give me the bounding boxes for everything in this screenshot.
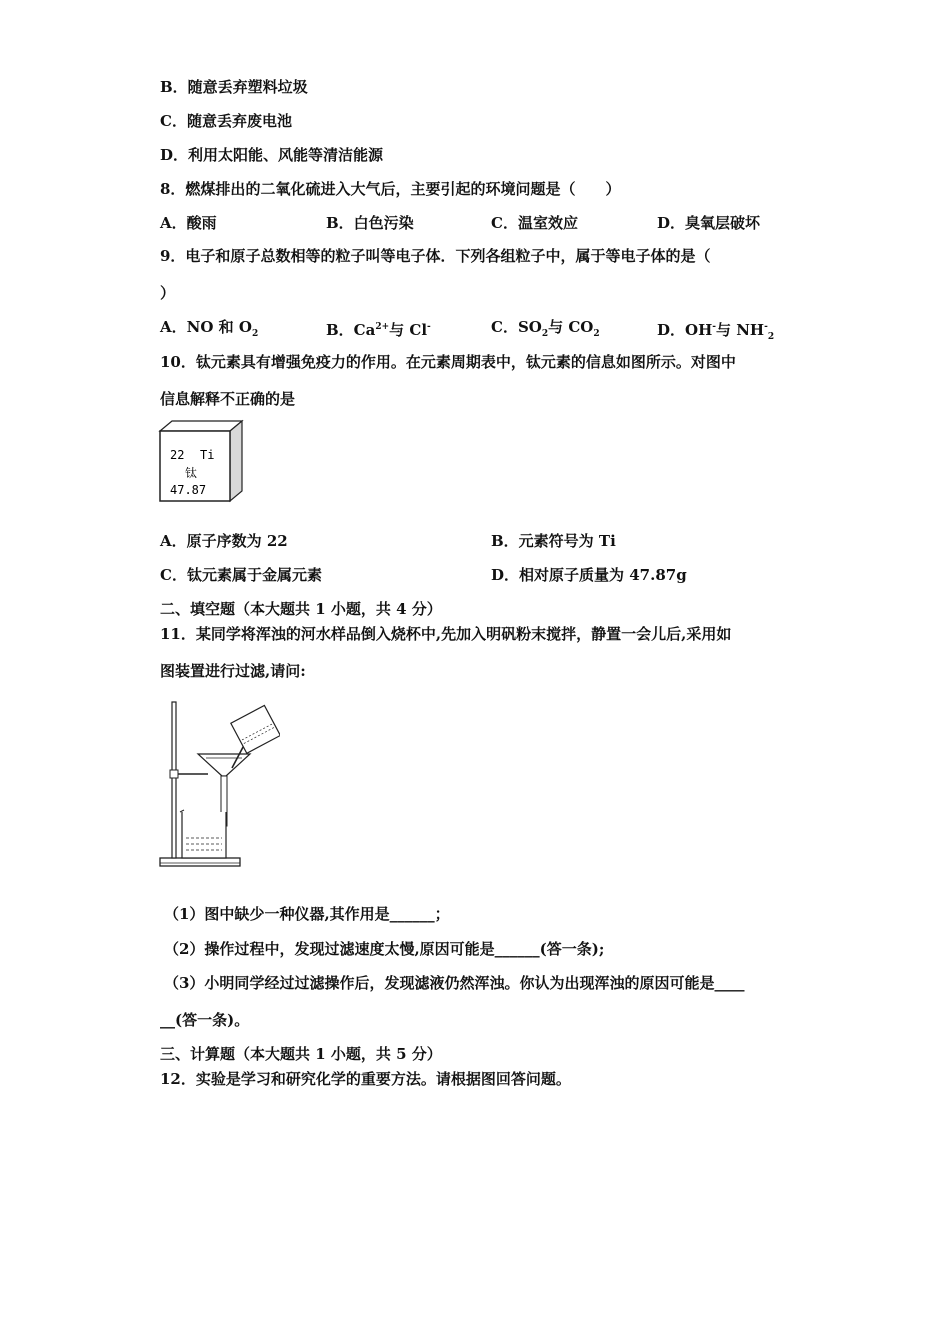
- q9-option-d: D．OH-与 $NH^-_2$: [657, 321, 775, 342]
- q9-stem-end: ）: [160, 284, 176, 302]
- q7-option-b: B．随意丢弃塑料垃圾: [160, 78, 308, 96]
- q10-stem-line1: 10．钛元素具有增强免疫力的作用。在元素周期表中，钛元素的信息如图所示。对图中: [160, 353, 736, 371]
- q11-part2: （2）操作过程中，发现过滤速度太慢,原因可能是______(答一条);: [164, 940, 605, 958]
- cell-atomic-mass: 47.87: [170, 483, 207, 497]
- q7-option-c: C．随意丢弃废电池: [160, 112, 292, 130]
- q9-option-a: A．NO 和 $O_2$: [160, 318, 259, 339]
- q11-stem-line1: 11．某同学将浑浊的河水样品倒入烧杯中,先加入明矾粉末搅拌，静置一会儿后,采用如: [160, 625, 732, 643]
- cell-name: 钛: [185, 466, 198, 480]
- q10-option-b: B．元素符号为 Ti: [491, 532, 616, 550]
- q10-option-a: A．原子序数为 22: [160, 532, 288, 550]
- q10-stem-line2: 信息解释不正确的是: [160, 390, 296, 408]
- q8-option-c: C．温室效应: [491, 214, 578, 232]
- q9-option-c: C．$SO_2$与 $CO_2$: [491, 318, 600, 339]
- cell-atomic-number: 22: [170, 448, 185, 462]
- section-calculation: 三、计算题（本大题共 1 小题，共 5 分）: [160, 1045, 442, 1063]
- q12-stem: 12．实验是学习和研究化学的重要方法。请根据图回答问题。: [160, 1070, 571, 1088]
- q8-option-d: D．臭氧层破坏: [657, 214, 761, 232]
- q8-stem: 8．燃煤排出的二氧化硫进入大气后，主要引起的环境问题是（ ）: [160, 180, 621, 198]
- cell-symbol: Ti: [200, 448, 215, 462]
- q10-option-c: C．钛元素属于金属元素: [160, 566, 322, 584]
- q11-part3: （3）小明同学经过过滤操作后，发现滤液仍然浑浊。你认为出现浑浊的原因可能是____: [164, 974, 745, 992]
- q11-part1: （1）图中缺少一种仪器,其作用是______；: [164, 905, 450, 923]
- q8-option-a: A．酸雨: [160, 214, 217, 232]
- filtration-apparatus: [156, 698, 280, 870]
- q9-option-b: B．$Ca^{2+}$与 Cl-: [326, 321, 431, 339]
- q9-stem: 9．电子和原子总数相等的粒子叫等电子体．下列各组粒子中，属于等电子体的是（: [160, 247, 711, 265]
- q10-option-d: D．相对原子质量为 47.87g: [491, 566, 687, 584]
- q11-stem-line2: 图装置进行过滤,请问:: [160, 662, 306, 680]
- q11-part3-end: __(答一条)。: [160, 1011, 250, 1029]
- q8-option-b: B．白色污染: [326, 214, 414, 232]
- titanium-element-cell: [158, 419, 244, 503]
- section-fill-in: 二、填空题（本大题共 1 小题，共 4 分）: [160, 600, 442, 618]
- q7-option-d: D．利用太阳能、风能等清洁能源: [160, 146, 384, 164]
